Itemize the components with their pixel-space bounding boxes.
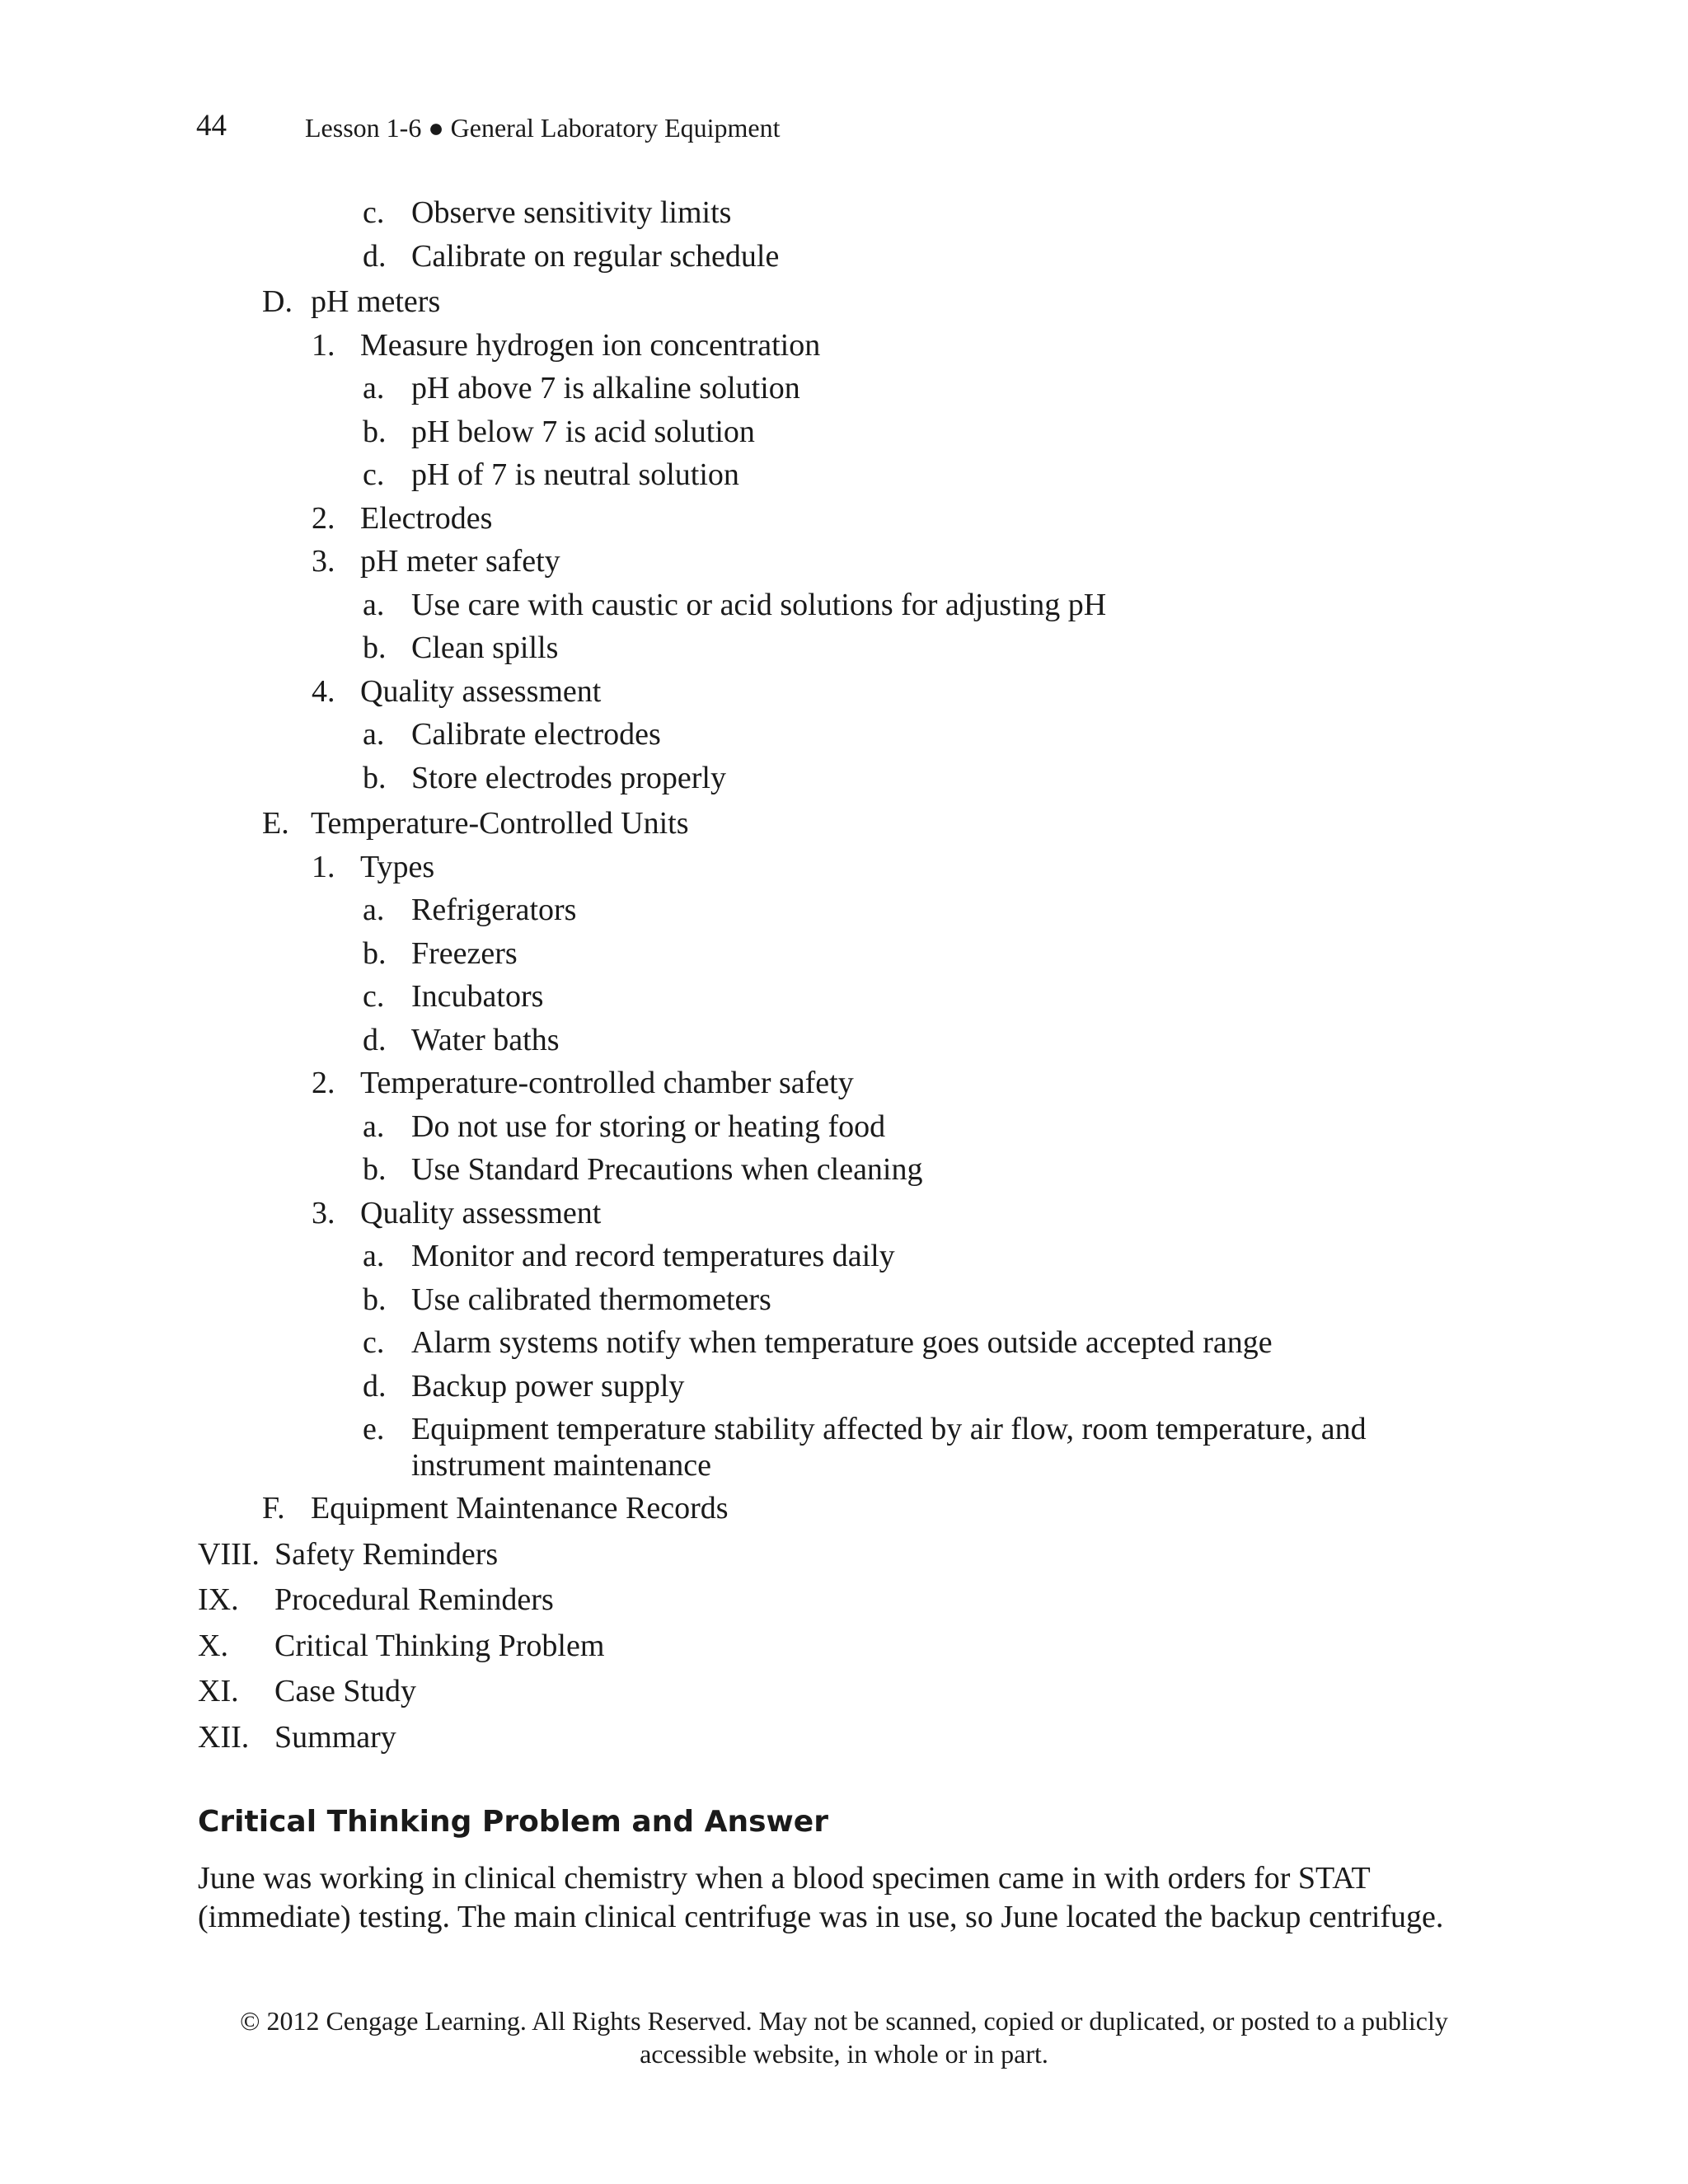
outline-marker: 2. [312, 500, 335, 536]
outline-item [0, 1624, 1688, 1668]
outline-marker: E. [262, 806, 289, 841]
page-number: 44 [196, 109, 227, 143]
outline-text: Freezers [411, 935, 518, 971]
outline-marker: XI. [198, 1674, 239, 1708]
outline-text: pH below 7 is acid solution [411, 414, 755, 449]
outline-marker: a. [363, 371, 385, 405]
outline-item [0, 191, 1688, 235]
outline-marker: 2. [312, 1066, 335, 1100]
outline-text: Summary [274, 1719, 396, 1755]
outline-marker: a. [363, 1239, 385, 1273]
outline-item [0, 453, 1688, 497]
copyright-line-2: accessible website, in whole or in part. [640, 2039, 1048, 2069]
outline-text: pH above 7 is alkaline solution [411, 371, 800, 405]
outline-item [0, 757, 1688, 800]
outline-marker: c. [363, 195, 385, 230]
outline-item [0, 975, 1688, 1019]
outline-item [0, 583, 1688, 627]
outline-marker: d. [363, 1022, 387, 1057]
outline-item [0, 670, 1688, 714]
outline-item [0, 324, 1688, 368]
outline-item [0, 1235, 1688, 1278]
outline-text: Quality assessment [360, 673, 602, 709]
outline-marker: e. [363, 1412, 385, 1446]
outline-text: Case Study [274, 1674, 417, 1708]
outline-text: Backup power supply [411, 1368, 685, 1404]
outline-item [0, 1105, 1688, 1149]
running-head: Lesson 1-6 ● General Laboratory Equipment [305, 113, 781, 143]
outline-item [0, 280, 1688, 324]
outline-marker: c. [363, 1325, 385, 1360]
outline-text: Store electrodes properly [411, 760, 726, 795]
outline-marker: a. [363, 717, 385, 752]
outline-marker: a. [363, 893, 385, 927]
outline-text: pH of 7 is neutral solution [411, 457, 739, 492]
outline-text: Use Standard Precautions when cleaning [411, 1152, 923, 1187]
outline-marker: XII. [198, 1719, 250, 1755]
outline-text: Calibrate on regular schedule [411, 238, 780, 274]
outline-marker: c. [363, 979, 385, 1014]
outline-marker: X. [198, 1628, 228, 1663]
outline-marker: 4. [312, 673, 335, 709]
outline-item [0, 235, 1688, 279]
outline-item [0, 846, 1688, 889]
outline-marker: IX. [198, 1582, 239, 1617]
outline-item [0, 1148, 1688, 1192]
outline-item [0, 1062, 1688, 1105]
outline-item [0, 1278, 1688, 1322]
outline-marker: 3. [312, 1195, 335, 1230]
outline-marker: 1. [312, 327, 335, 363]
outline-text: Temperature-controlled chamber safety [360, 1066, 854, 1100]
outline-text: Observe sensitivity limits [411, 195, 732, 230]
outline-text: Alarm systems notify when temperature goes outside accepted range [411, 1325, 1273, 1360]
outline-item [0, 540, 1688, 583]
outline-item [0, 1670, 1688, 1713]
outline-text: Quality assessment [360, 1195, 602, 1230]
outline-item [0, 1408, 1688, 1484]
outline-item [0, 1578, 1688, 1622]
outline-item [0, 1192, 1688, 1235]
outline-text: Use care with caustic or acid solutions for adjusting pH [411, 587, 1107, 622]
outline-marker: b. [363, 630, 387, 665]
section-heading: Critical Thinking Problem and Answer [198, 1805, 828, 1839]
outline-item [0, 1487, 1688, 1530]
outline-text: Use calibrated thermometers [411, 1282, 771, 1317]
outline-text: Water baths [411, 1022, 560, 1057]
outline-marker: VIII. [198, 1536, 260, 1572]
outline-item [0, 1533, 1688, 1577]
outline-text: Monitor and record temperatures daily [411, 1239, 895, 1273]
outline-text: Refrigerators [411, 893, 577, 927]
outline-item [0, 713, 1688, 757]
copyright-footer [0, 2004, 1688, 2070]
outline-text: Procedural Reminders [274, 1582, 554, 1617]
body-paragraph: June was working in clinical chemistry when a blood specimen came in with orders for STAT (immediate) testing. The main clinical centrifuge was in use, so June located the backup centrifuge. [198, 1861, 1444, 1934]
outline-marker: b. [363, 1282, 387, 1317]
outline-marker: 3. [312, 544, 335, 579]
outline-text: Critical Thinking Problem [274, 1628, 605, 1663]
outline-marker: d. [363, 1368, 387, 1404]
outline-item [0, 626, 1688, 670]
outline-text: Measure hydrogen ion concentration [360, 327, 821, 363]
outline-item [0, 932, 1688, 976]
outline-text: pH meters [311, 284, 441, 319]
outline-item [0, 497, 1688, 541]
outline-text: Clean spills [411, 630, 559, 665]
outline-text: Temperature-Controlled Units [311, 806, 689, 841]
outline-item [0, 410, 1688, 454]
outline-item [0, 802, 1688, 846]
outline-marker: c. [363, 457, 385, 492]
outline-marker: 1. [312, 849, 335, 884]
outline-item [0, 367, 1688, 410]
outline-marker: b. [363, 760, 387, 795]
outline-marker: a. [363, 1108, 385, 1144]
page-header [196, 97, 780, 143]
outline-text: Incubators [411, 979, 544, 1014]
copyright-line-1: © 2012 Cengage Learning. All Rights Reserved. May not be scanned, copied or duplicated, or posted to a publicly [240, 2006, 1448, 2036]
outline-marker: a. [363, 587, 385, 622]
outline-item [0, 1321, 1688, 1365]
outline-marker: F. [262, 1491, 285, 1526]
outline-item [0, 1716, 1688, 1760]
outline-marker: d. [363, 238, 387, 274]
outline-text: pH meter safety [360, 544, 560, 579]
outline-marker: b. [363, 935, 387, 971]
outline-item [0, 888, 1688, 932]
outline-text: Equipment Maintenance Records [311, 1491, 729, 1526]
outline-text: Types [360, 849, 435, 884]
outline-item [0, 1019, 1688, 1062]
outline-marker: b. [363, 414, 387, 449]
outline-text: Electrodes [360, 500, 493, 536]
outline-text: Calibrate electrodes [411, 717, 661, 752]
outline-list [0, 191, 1688, 1759]
outline-item [0, 1365, 1688, 1408]
outline-marker: D. [262, 284, 293, 319]
outline-text: Equipment temperature stability affected by air flow, room temperature, and instrument maintenance [411, 1412, 1367, 1483]
outline-text: Safety Reminders [274, 1536, 499, 1572]
outline-marker: b. [363, 1152, 387, 1187]
outline-text: Do not use for storing or heating food [411, 1108, 886, 1144]
